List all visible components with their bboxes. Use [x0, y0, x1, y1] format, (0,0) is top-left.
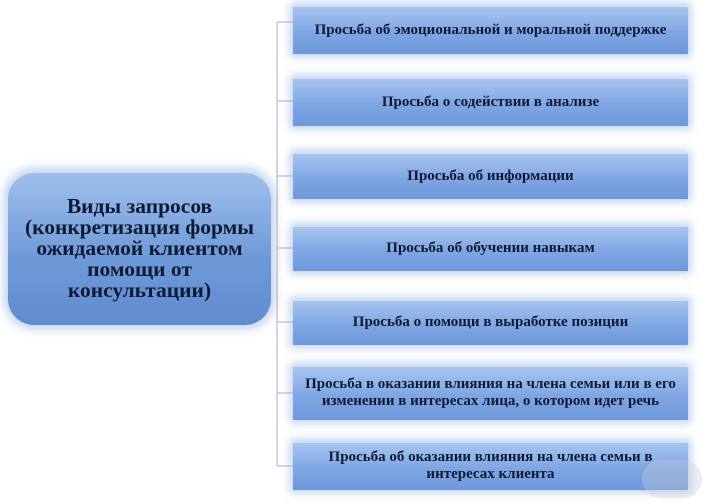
child-node-label: Просьба об оказании влияния на члена семьи в интересах клиента: [328, 449, 653, 482]
watermark-logo: [642, 460, 702, 498]
root-node: [8, 172, 271, 325]
child-node-client-interest: [293, 442, 688, 490]
child-node-label: Просьба об информации: [407, 167, 574, 184]
child-node-skills-training: [293, 226, 688, 271]
child-node-analysis: [293, 78, 688, 126]
root-node-label: Виды запросов (конкретизация формы ожидаемой клиентом помощи от консультации): [24, 194, 255, 302]
child-node-label: Просьба о содействии в анализе: [381, 93, 600, 110]
child-node-emotional-support: [293, 6, 688, 54]
child-node-position: [293, 300, 688, 345]
child-node-family-influence: [293, 366, 688, 420]
child-node-label: Просьба об обучении навыкам: [386, 240, 595, 256]
child-node-label: Просьба в оказании влияния на члена семьи или в его изменении в интересах лица, о котором идет речь: [305, 376, 676, 409]
child-node-label: Просьба о помощи в выработке позиции: [352, 314, 629, 330]
child-node-information: [293, 153, 688, 199]
child-node-label: Просьба об эмоциональной и моральной поддержке: [314, 21, 667, 38]
